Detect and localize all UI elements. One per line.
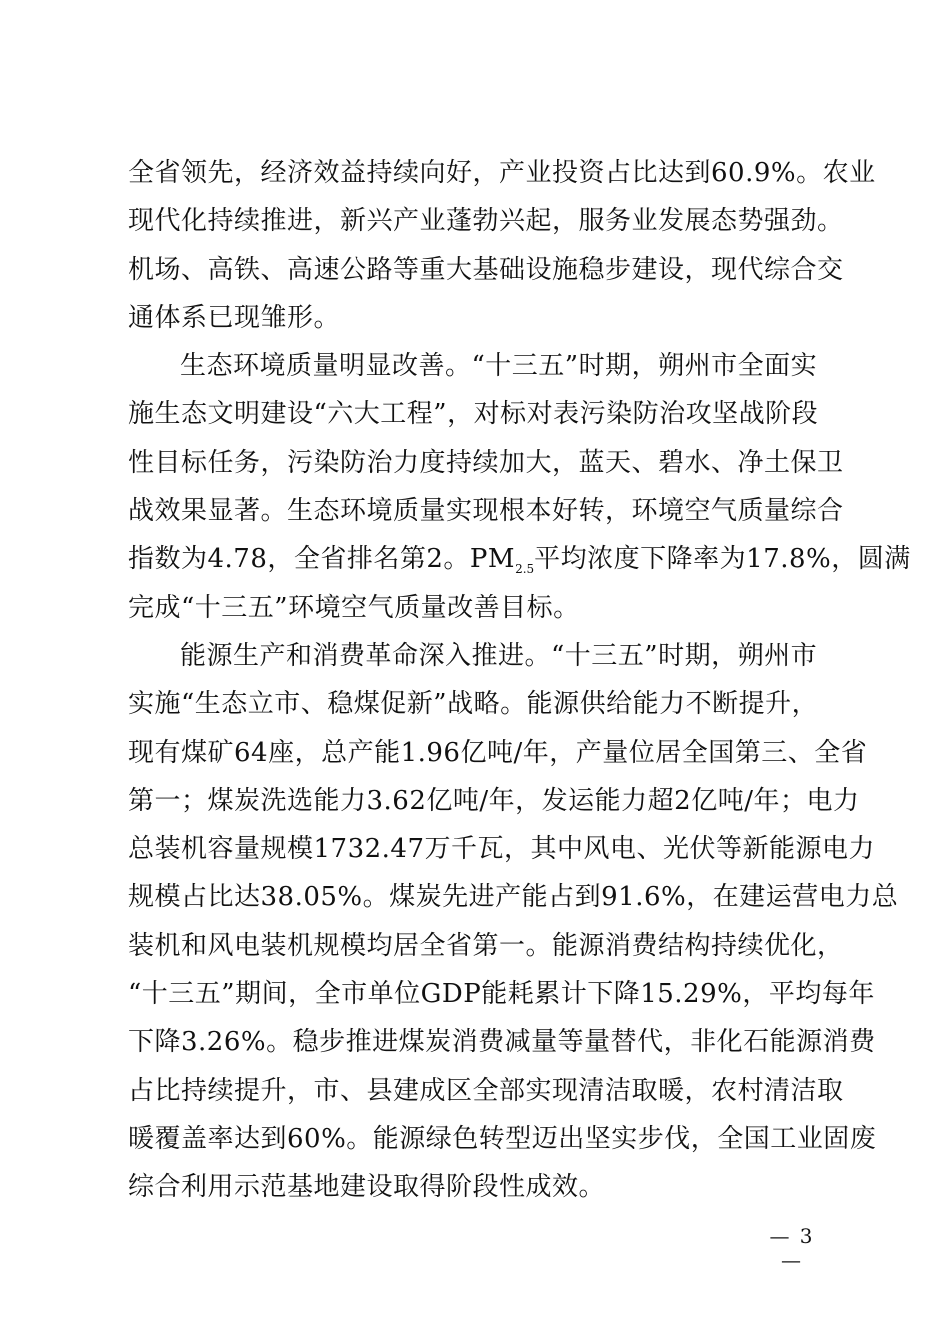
paragraph-line: 性目标任务，污染防治力度持续加大，蓝天、碧水、净土保卫 (128, 447, 844, 478)
paragraph-line: 下降3.26%。稳步推进煤炭消费减量等量替代，非化石能源消费 (128, 1027, 876, 1058)
paragraph-line: 实施“生态立市、稳煤促新”战略。能源供给能力不断提升， (128, 689, 819, 720)
pm-subscript: 2.5 (515, 562, 535, 577)
paragraph-line: 占比持续提升，市、县建成区全部实现清洁取暖，农村清洁取 (128, 1075, 844, 1106)
paragraph-line: 战效果显著。生态环境质量实现根本好转，环境空气质量综合 (128, 496, 844, 527)
paragraph-line: 装机和风电装机规模均居全省第一。能源消费结构持续优化， (128, 930, 844, 961)
paragraph-line: 全省领先，经济效益持续向好，产业投资占比达到60.9%。农业 (128, 158, 876, 188)
paragraph-line-pm25 (128, 535, 911, 583)
paragraph-line: 能源生产和消费革命深入推进。“十三五”时期，朔州市 (180, 640, 818, 671)
paragraph-line: “十三五”期间，全市单位GDP能耗累计下降15.29%，平均每年 (128, 979, 875, 1010)
body-text (128, 149, 911, 1212)
paragraph-line: 通体系已现雏形。 (128, 302, 341, 333)
paragraph-line: 生态环境质量明显改善。“十三五”时期，朔州市全面实 (180, 351, 818, 382)
paragraph-line: 现代化持续推进，新兴产业蓬勃兴起，服务业发展态势强劲。 (128, 206, 844, 237)
paragraph-line: 机场、高铁、高速公路等重大基础设施稳步建设，现代综合交 (128, 254, 844, 285)
pm-text-before: 指数为4.78，全省排名第2。PM (128, 544, 516, 575)
paragraph-line: 第一；煤炭洗选能力3.62亿吨/年，发运能力超2亿吨/年；电力 (128, 785, 860, 816)
paragraph-line: 施生态文明建设“六大工程”，对标对表污染防治攻坚战阶段 (128, 399, 819, 430)
page-number: — 3 — (769, 1224, 815, 1272)
pm-text-after: 平均浓度下降率为17.8%，圆满 (534, 544, 911, 575)
paragraph-line: 完成“十三五”环境空气质量改善目标。 (128, 592, 580, 623)
paragraph-line: 现有煤矿64座，总产能1.96亿吨/年，产量位居全国第三、全省 (128, 737, 868, 768)
paragraph-line: 规模占比达38.05%。煤炭先进产能占到91.6%，在建运营电力总 (128, 882, 899, 913)
paragraph-line: 总装机容量规模1732.47万千瓦，其中风电、光伏等新能源电力 (128, 834, 876, 865)
paragraph-line: 暖覆盖率达到60%。能源绿色转型迈出坚实步伐，全国工业固废 (128, 1123, 877, 1154)
paragraph-line: 综合利用示范基地建设取得阶段性成效。 (128, 1172, 606, 1203)
